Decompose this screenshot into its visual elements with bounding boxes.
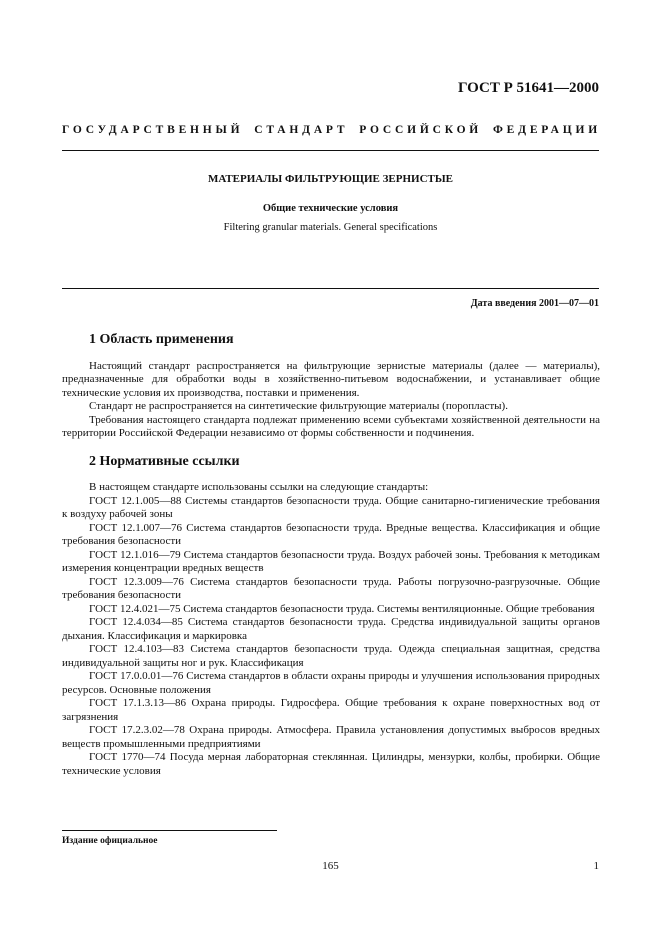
page-number: 165 (322, 860, 339, 872)
reference-item: ГОСТ 17.2.3.02—78 Охрана природы. Атмосфера. Правила установления допустимых выбросов вредных веществ промышленными предприятиями (62, 724, 600, 750)
document-title: МАТЕРИАЛЫ ФИЛЬТРУЮЩИЕ ЗЕРНИСТЫЕ (207, 173, 453, 185)
top-divider (62, 150, 599, 151)
reference-item: ГОСТ 12.1.016—79 Система стандартов безопасности труда. Воздух рабочей зоны. Требования к методикам измерения концентрации вредных веществ (62, 548, 600, 574)
banner-word: РОССИЙСКОЙ (359, 124, 483, 136)
document-body (62, 333, 600, 778)
banner-word: ГОСУДАРСТВЕННЫЙ (62, 124, 244, 136)
banner-word: СТАНДАРТ (254, 124, 349, 136)
introduction-date: Дата введения 2001—07—01 (470, 298, 599, 309)
paragraph: Требования настоящего стандарта подлежат применению всеми субъектами хозяйственной деятельности на территории Российской Федерации независимо от формы собственности и подчинения. (62, 413, 600, 439)
reference-item: ГОСТ 12.1.007—76 Система стандартов безопасности труда. Вредные вещества. Классификация и общие требования безопасности (62, 521, 600, 547)
english-title: Filtering granular materials. General specifications (223, 222, 438, 233)
banner-word: ФЕДЕРАЦИИ (492, 124, 601, 136)
title-divider (62, 288, 599, 289)
reference-item: ГОСТ 12.4.103—83 Система стандартов безопасности труда. Одежда специальная защитная, средства индивидуальной защиты ног и рук. Классификация (62, 643, 600, 669)
reference-item: ГОСТ 17.1.3.13—86 Охрана природы. Гидросфера. Общие требования к охране поверхностных вод от загрязнения (62, 697, 600, 723)
reference-item: ГОСТ 12.4.034—85 Система стандартов безопасности труда. Средства индивидуальной защиты органов дыхания. Классификация и маркировка (62, 616, 600, 642)
footer-divider (62, 830, 277, 831)
reference-item: ГОСТ 12.1.005—88 Системы стандартов безопасности труда. Общие санитарно-гигиенические требования к воздуху рабочей зоны (62, 494, 600, 520)
paragraph: В настоящем стандарте использованы ссылки на следующие стандарты: (89, 481, 429, 493)
state-standard-banner (62, 124, 601, 136)
paragraph: Настоящий стандарт распространяется на фильтрующие зернистые материалы (далее — материалы), предназначенные для обработки воды в хозяйственно-питьевом водоснабжении, и устанавливает общие технические условия их производства, поставки и применения. (62, 359, 600, 399)
reference-item: ГОСТ 17.0.0.01—76 Система стандартов в области охраны природы и улучшения использования природных ресурсов. Основные положения (62, 670, 600, 696)
official-edition-label: Издание официальное (62, 836, 158, 846)
section-heading: 2 Нормативные ссылки (89, 453, 240, 469)
standard-code: ГОСТ Р 51641—2000 (457, 80, 599, 96)
reference-item: ГОСТ 12.3.009—76 Система стандартов безопасности труда. Работы погрузочно-разгрузочные. Общие требования безопасности (62, 575, 600, 601)
section-heading: 1 Область применения (89, 332, 234, 347)
reference-item: ГОСТ 12.4.021—75 Система стандартов безопасности труда. Системы вентиляционные. Общие требования (89, 602, 595, 615)
reference-item: ГОСТ 1770—74 Посуда мерная лабораторная стеклянная. Цилиндры, мензурки, колбы, пробирки. Общие технические условия (62, 751, 600, 777)
paragraph: Стандарт не распространяется на синтетические фильтрующие материалы (поропласты). (89, 400, 508, 412)
sheet-number: 1 (593, 860, 599, 872)
document-subtitle: Общие технические условия (262, 203, 399, 214)
